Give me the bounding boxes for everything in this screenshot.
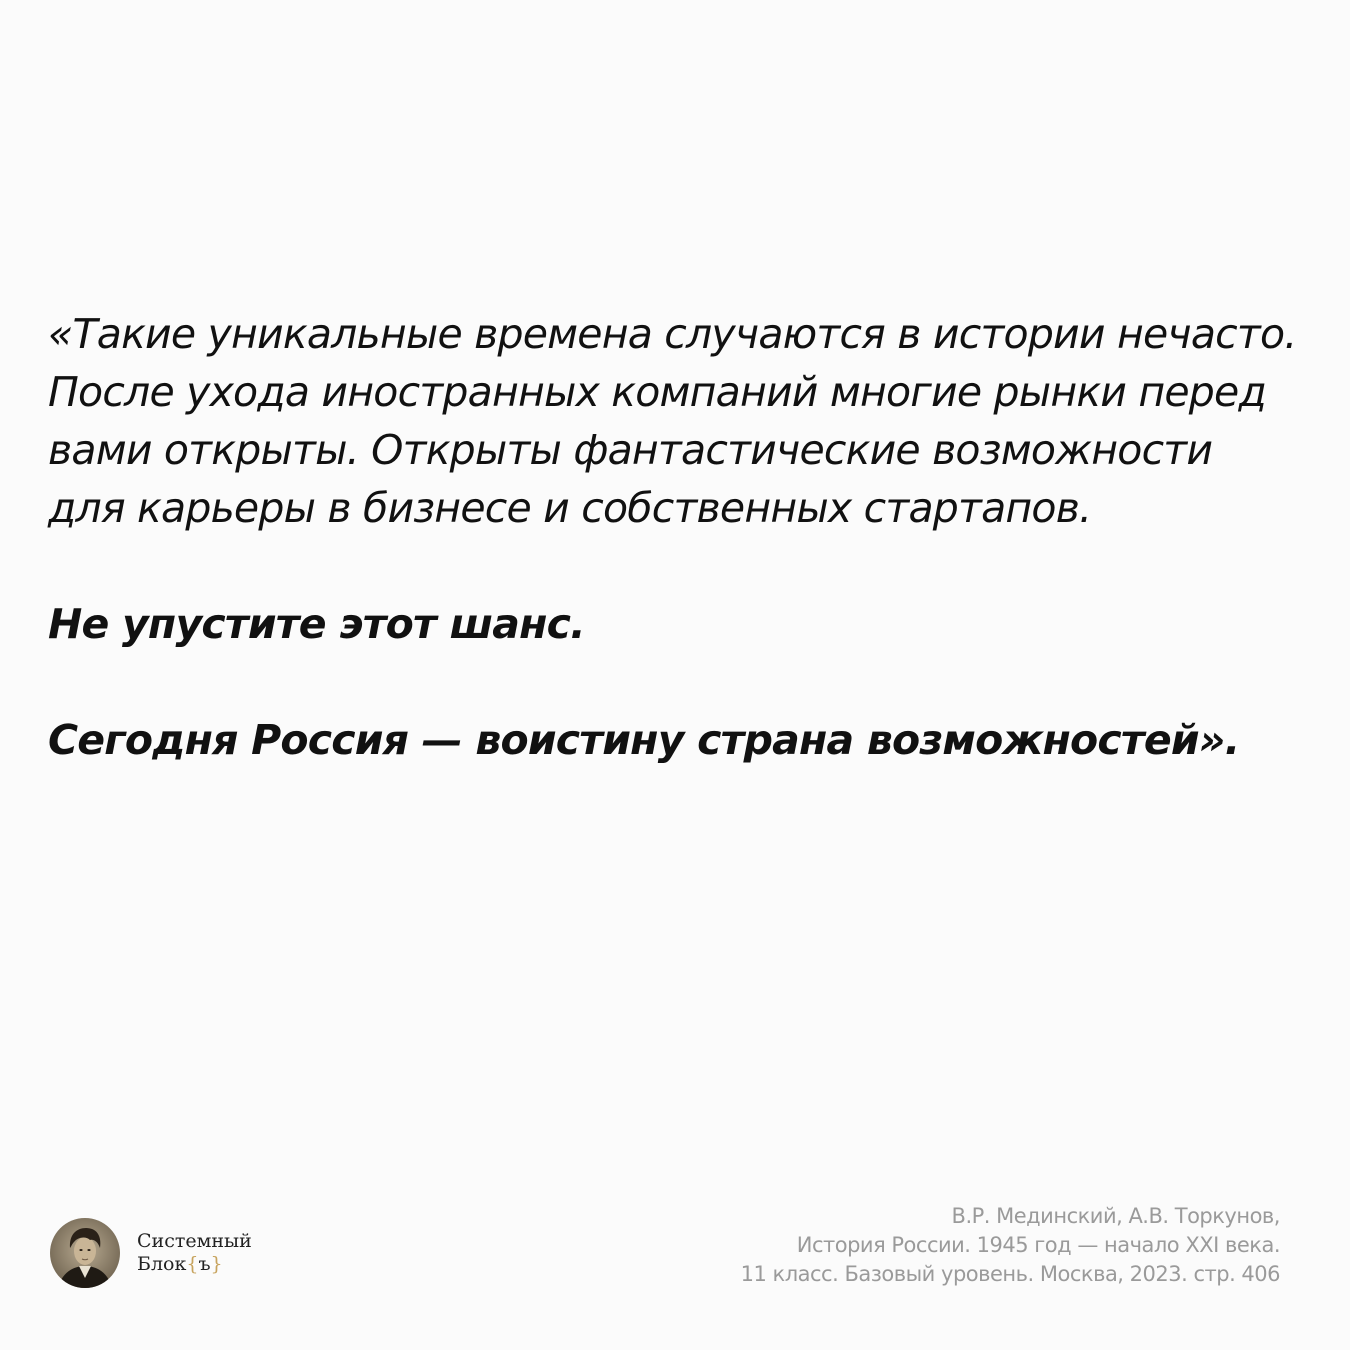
brand-name-word: Блок — [137, 1253, 187, 1275]
quote-block — [48, 305, 1298, 769]
brand-name-line1: Системный — [137, 1230, 252, 1252]
quote-emphasis-1: Не упустите этот шанс. — [48, 600, 585, 648]
source-citation — [741, 1202, 1280, 1289]
brand-brace-close: } — [210, 1253, 223, 1275]
brand-brace-open: { — [186, 1253, 199, 1275]
quote-emphasis-2: Сегодня Россия — воистину страна возможностей». — [48, 716, 1240, 764]
brand-brace-char: ъ — [198, 1253, 211, 1275]
brand-name — [137, 1230, 252, 1276]
brand-name-line2 — [137, 1253, 252, 1276]
quote-lead-text: «Такие уникальные времена случаются в истории нечасто. После ухода иностранных компаний многие рынки перед вами открыты. Открыты фантастические возможности для карьеры в бизнесе и собственных стартапов. — [48, 310, 1297, 532]
source-line-publication: 11 класс. Базовый уровень. Москва, 2023. стр. 406 — [740, 1262, 1280, 1286]
source-line-title: История России. 1945 год — начало XXI века. — [796, 1233, 1280, 1257]
brand-logo[interactable] — [50, 1218, 252, 1288]
portrait-avatar-icon — [50, 1218, 120, 1288]
source-line-authors: В.Р. Мединский, А.В. Торкунов, — [951, 1204, 1280, 1228]
